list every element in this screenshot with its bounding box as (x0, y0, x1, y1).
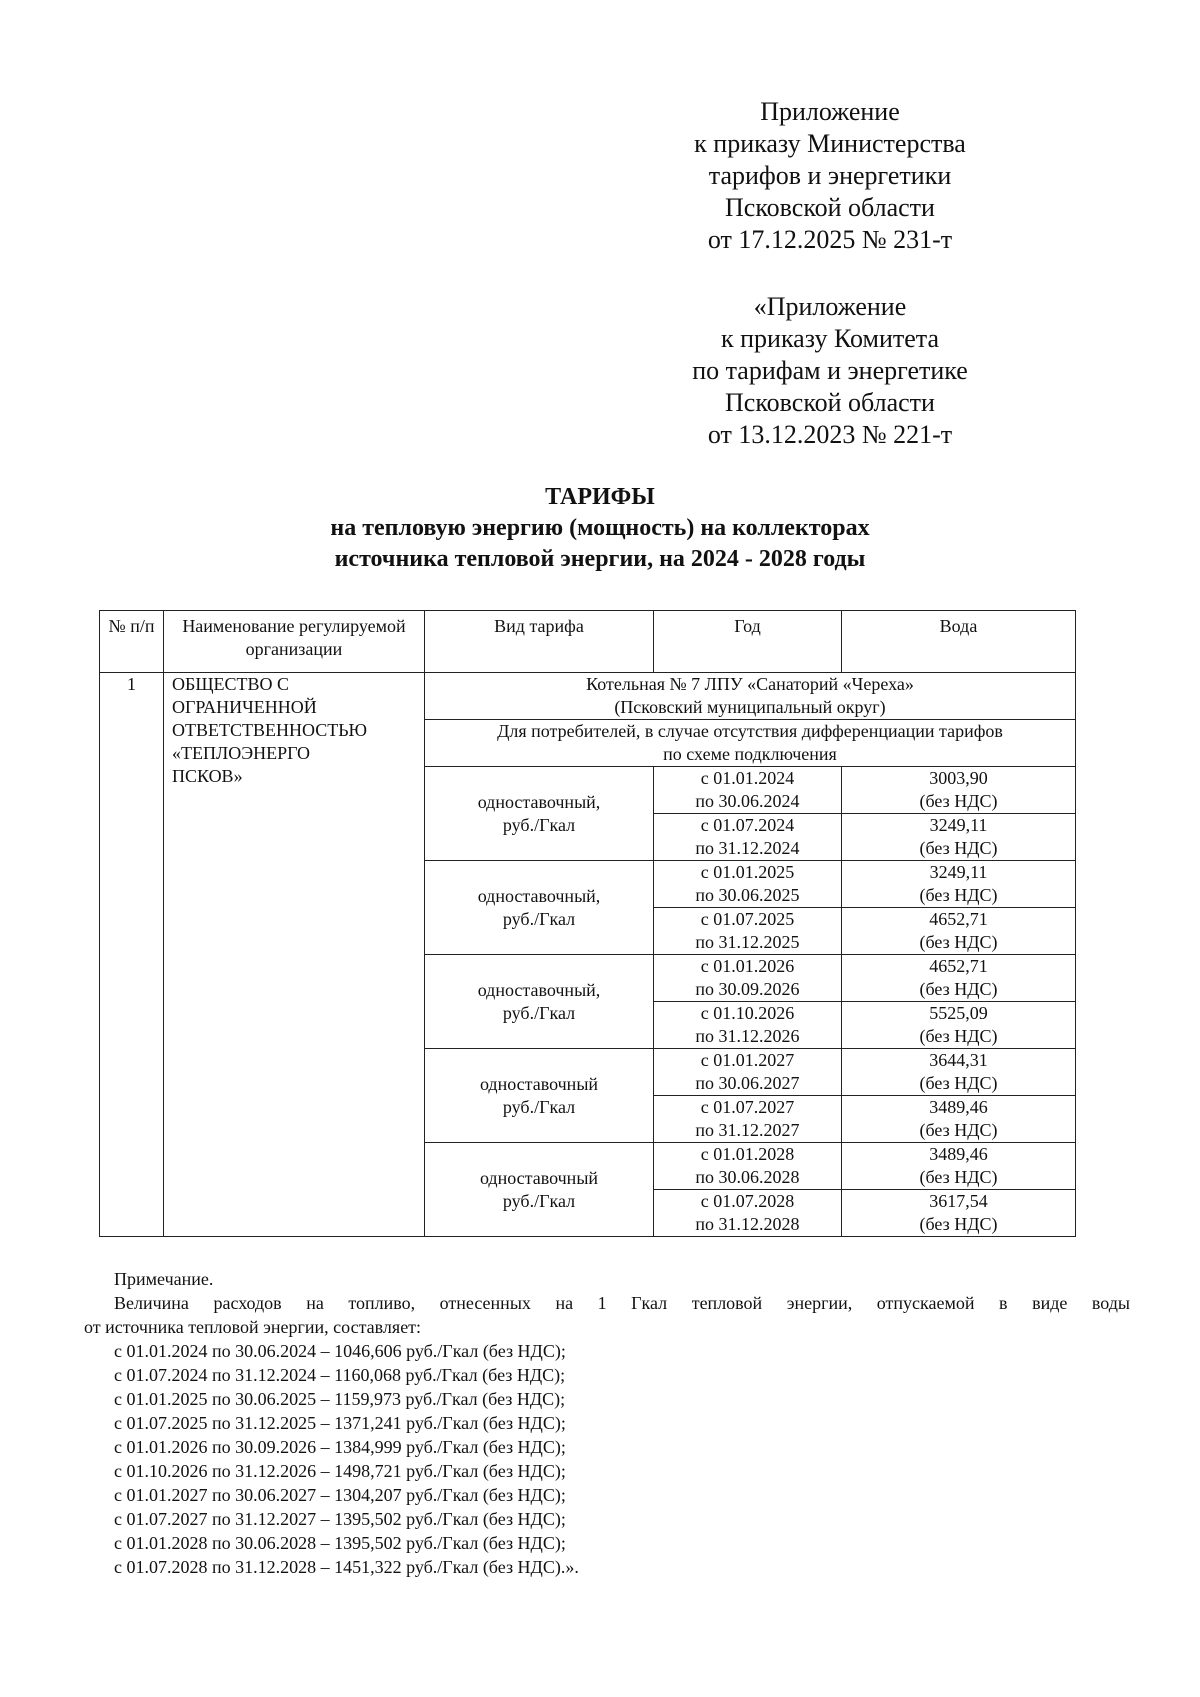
header-org: Наименование регулируемой организации (164, 611, 425, 673)
title-line: на тепловую энергию (мощность) на коллекторах (330, 515, 870, 541)
period-to: по 31.12.2025 (695, 932, 800, 952)
tariffs-table (99, 610, 1076, 1237)
notes-list-item: с 01.01.2026 по 30.09.2026 – 1384,999 руб./Гкал (без НДС); (114, 1437, 566, 1457)
tariff-vat-note: (без НДС) (919, 885, 998, 905)
tariff-type-line: одноставочный, (477, 979, 601, 1000)
tariff-type-line: одноставочный, (477, 885, 601, 906)
water-tariff-cell (842, 814, 1076, 861)
tariff-vat-note: (без НДС) (919, 791, 998, 811)
notes-list-item: с 01.07.2024 по 31.12.2024 – 1160,068 руб./Гкал (без НДС); (114, 1365, 566, 1385)
tariff-type-cell (425, 1143, 654, 1237)
tariff-value: 4652,71 (929, 956, 988, 976)
period-to: по 31.12.2024 (695, 838, 800, 858)
header-year: Год (654, 611, 842, 673)
tariff-type-cell (425, 1049, 654, 1143)
water-tariff-cell (842, 1190, 1076, 1237)
consumer-cell (425, 720, 1076, 767)
notes-list-item: с 01.01.2027 по 30.06.2027 – 1304,207 руб./Гкал (без НДС); (114, 1485, 566, 1505)
tariff-type-unit: руб./Гкал (502, 1190, 576, 1211)
period-cell (654, 1049, 842, 1096)
tariff-type-unit: руб./Гкал (502, 1002, 576, 1023)
period-to: по 30.09.2026 (695, 979, 800, 999)
period-from: с 01.01.2028 (700, 1144, 795, 1164)
header-type: Вид тарифа (425, 611, 654, 673)
period-cell (654, 955, 842, 1002)
period-from: с 01.01.2025 (700, 862, 795, 882)
source-line: (Псковский муниципальный округ) (614, 697, 886, 717)
water-tariff-cell (842, 908, 1076, 955)
tariff-vat-note: (без НДС) (919, 1167, 998, 1187)
period-from: с 01.07.2028 (700, 1191, 795, 1211)
header-num: № п/п (100, 611, 164, 673)
tariff-type-cell (425, 861, 654, 955)
tariff-vat-note: (без НДС) (919, 838, 998, 858)
tariff-vat-note: (без НДС) (919, 1214, 998, 1234)
org-name: ОБЩЕСТВО С ОГРАНИЧЕННОЙ ОТВЕТСТВЕННОСТЬЮ «ТЕПЛОЭНЕРГО ПСКОВ» (164, 673, 425, 1237)
annex-quote-line: «Приложение (753, 292, 907, 321)
title-line: ТАРИФЫ (545, 484, 655, 510)
period-cell (654, 1190, 842, 1237)
tariff-type-cell (425, 767, 654, 861)
tariff-type-line: одноставочный, (477, 791, 601, 812)
annex-quote-line: от 13.12.2023 № 221-т (707, 420, 953, 449)
notes-intro: от источника тепловой энергии, составляет: (84, 1317, 422, 1337)
period-from: с 01.01.2024 (700, 768, 795, 788)
notes-list-item: с 01.07.2027 по 31.12.2027 – 1395,502 руб./Гкал (без НДС); (114, 1509, 566, 1529)
tariff-value: 3249,11 (929, 862, 988, 882)
tariff-vat-note: (без НДС) (919, 979, 998, 999)
annex-quote-line: Псковской области (725, 388, 935, 417)
period-cell (654, 908, 842, 955)
water-tariff-cell (842, 1049, 1076, 1096)
tariff-vat-note: (без НДС) (919, 1073, 998, 1093)
annex-quote (660, 291, 1000, 451)
period-to: по 30.06.2027 (695, 1073, 800, 1093)
consumer-line: Для потребителей, в случае отсутствия дифференциации тарифов (497, 721, 1003, 741)
tariff-type-unit: руб./Гкал (502, 908, 576, 929)
period-from: с 01.07.2027 (700, 1097, 795, 1117)
tariff-value: 3489,46 (929, 1144, 988, 1164)
tariff-value: 3489,46 (929, 1097, 988, 1117)
period-to: по 30.06.2024 (695, 791, 800, 811)
table-header-row (100, 611, 1076, 673)
annex-quote-line: к приказу Комитета (720, 324, 939, 353)
water-tariff-cell (842, 861, 1076, 908)
notes-list-item: с 01.07.2028 по 31.12.2028 – 1451,322 руб./Гкал (без НДС).». (114, 1557, 579, 1577)
tariff-type-line: одноставочный (479, 1073, 599, 1094)
title-line: источника тепловой энергии, на 2024 - 2028 годы (334, 546, 866, 572)
period-cell (654, 861, 842, 908)
tariff-value: 3644,31 (929, 1050, 988, 1070)
period-from: с 01.10.2026 (700, 1003, 795, 1023)
notes-list-item: с 01.01.2024 по 30.06.2024 – 1046,606 руб./Гкал (без НДС); (114, 1341, 566, 1361)
tariff-value: 3249,11 (929, 815, 988, 835)
source-line: Котельная № 7 ЛПУ «Санаторий «Череха» (586, 674, 914, 694)
document-title (150, 482, 1050, 575)
tariff-vat-note: (без НДС) (919, 932, 998, 952)
tariff-vat-note: (без НДС) (919, 1120, 998, 1140)
notes-heading: Примечание. (114, 1269, 214, 1289)
period-cell (654, 1002, 842, 1049)
annex-header-line: от 17.12.2025 № 231-т (707, 225, 953, 254)
annex-quote-line: по тарифам и энергетике (692, 356, 968, 385)
annex-header-line: Приложение (760, 97, 900, 126)
tariff-value: 3003,90 (929, 768, 988, 788)
tariff-type-line: одноставочный (479, 1167, 599, 1188)
period-to: по 31.12.2026 (695, 1026, 800, 1046)
period-to: по 30.06.2028 (695, 1167, 800, 1187)
tariff-type-unit: руб./Гкал (502, 1096, 576, 1117)
annex-header-line: Псковской области (725, 193, 935, 222)
annex-header-line: к приказу Министерства (694, 129, 966, 158)
tariff-type-unit: руб./Гкал (502, 814, 576, 835)
water-tariff-cell (842, 1143, 1076, 1190)
source-cell (425, 673, 1076, 720)
water-tariff-cell (842, 1002, 1076, 1049)
notes-list (84, 1339, 1130, 1579)
period-cell (654, 1096, 842, 1143)
period-from: с 01.07.2024 (700, 815, 795, 835)
consumer-line: по схеме подключения (663, 744, 837, 764)
row-number: 1 (100, 673, 164, 1237)
tariff-value: 4652,71 (929, 909, 988, 929)
period-from: с 01.07.2025 (700, 909, 795, 929)
period-cell (654, 1143, 842, 1190)
water-tariff-cell (842, 1096, 1076, 1143)
period-to: по 31.12.2027 (695, 1120, 800, 1140)
notes-list-item: с 01.01.2025 по 30.06.2025 – 1159,973 руб./Гкал (без НДС); (114, 1389, 566, 1409)
period-to: по 30.06.2025 (695, 885, 800, 905)
tariff-value: 3617,54 (929, 1191, 988, 1211)
notes-list-item: с 01.07.2025 по 31.12.2025 – 1371,241 руб./Гкал (без НДС); (114, 1413, 566, 1433)
tariff-type-cell (425, 955, 654, 1049)
tariff-vat-note: (без НДС) (919, 1026, 998, 1046)
annex-header (660, 96, 1000, 256)
period-cell (654, 814, 842, 861)
tariff-value: 5525,09 (929, 1003, 988, 1023)
table-row (100, 673, 1076, 720)
annex-header-line: тарифов и энергетики (708, 161, 952, 190)
period-cell (654, 767, 842, 814)
notes-list-item: с 01.10.2026 по 31.12.2026 – 1498,721 руб./Гкал (без НДС); (114, 1461, 566, 1481)
water-tariff-cell (842, 767, 1076, 814)
period-from: с 01.01.2026 (700, 956, 795, 976)
notes-intro: Величина расходов на топливо, отнесенных на 1 Гкал тепловой энергии, отпускаемой в виде воды (114, 1293, 1130, 1313)
notes-section (84, 1267, 1130, 1579)
notes-list-item: с 01.01.2028 по 30.06.2028 – 1395,502 руб./Гкал (без НДС); (114, 1533, 566, 1553)
period-from: с 01.01.2027 (700, 1050, 795, 1070)
water-tariff-cell (842, 955, 1076, 1002)
period-to: по 31.12.2028 (695, 1214, 800, 1234)
header-water: Вода (842, 611, 1076, 673)
